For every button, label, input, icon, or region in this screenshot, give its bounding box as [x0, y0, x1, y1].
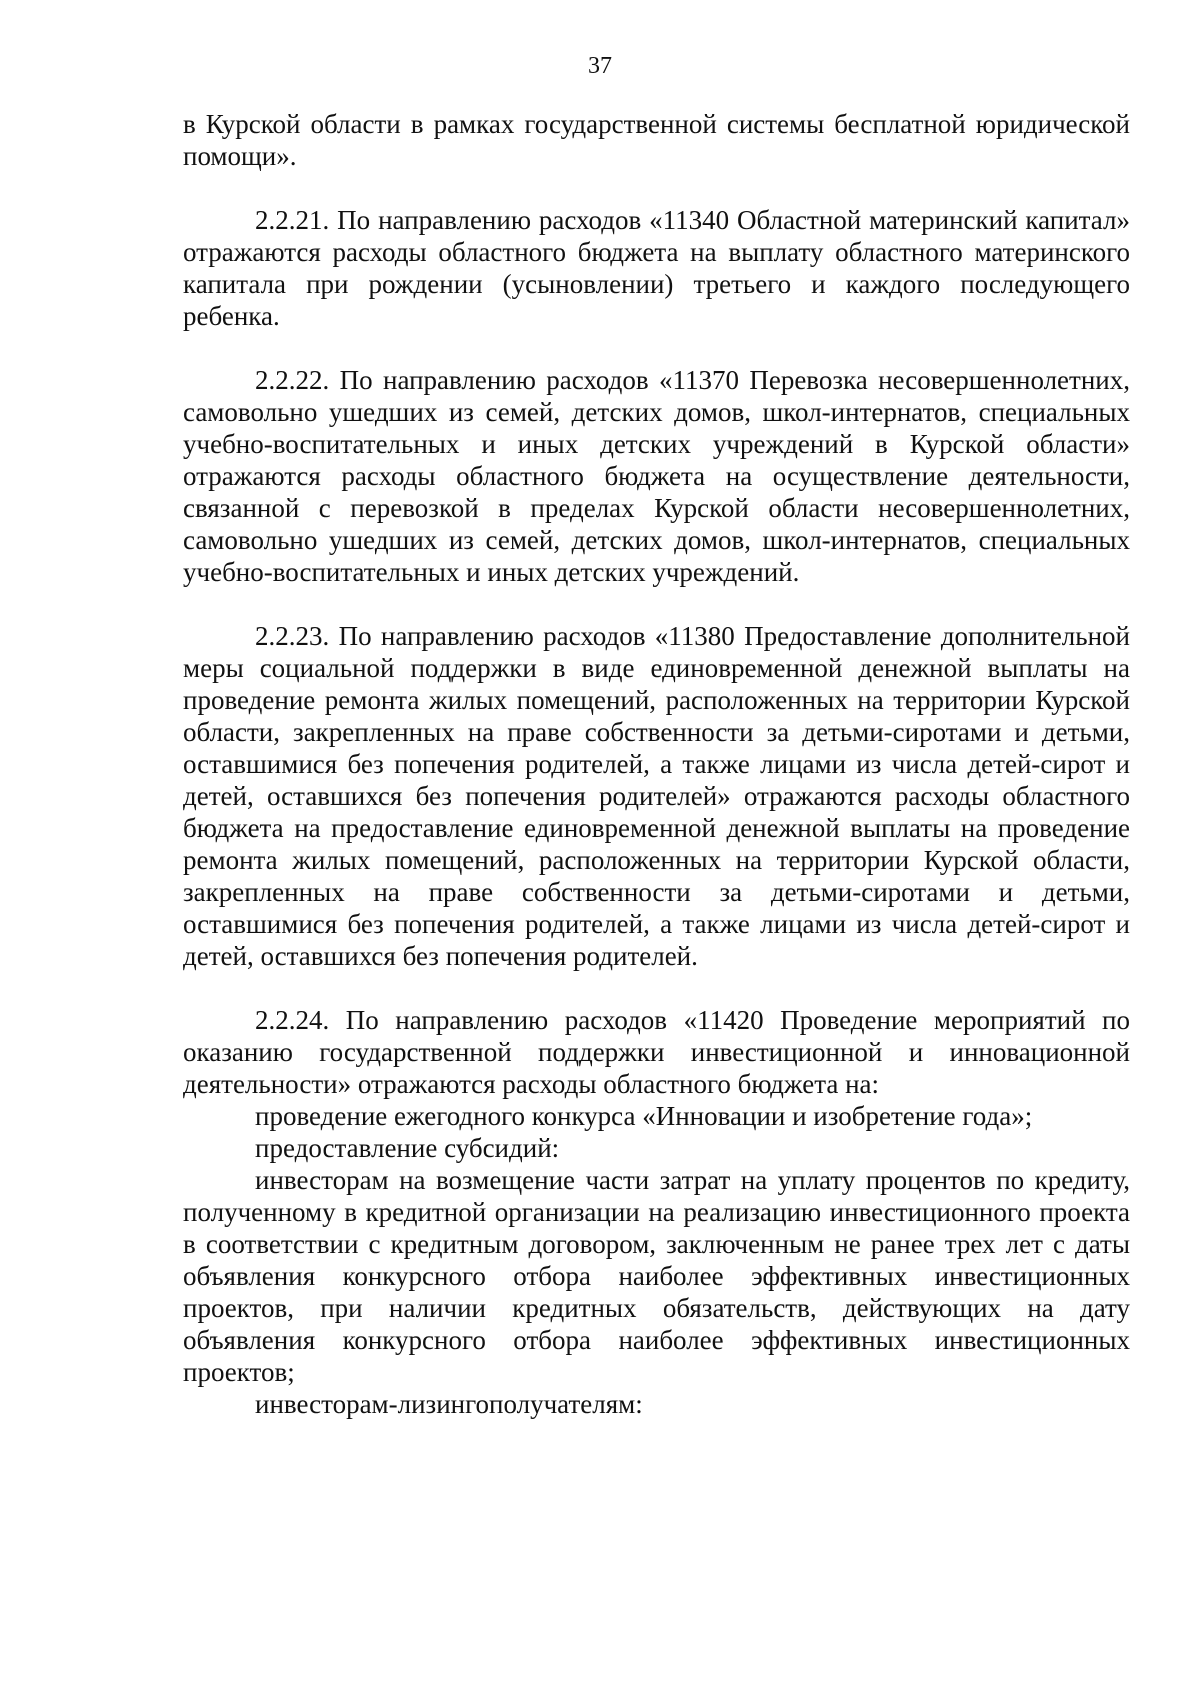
list-item-investors: инвесторам на возмещение части затрат на уплату процентов по кредиту, полученному в кредитной организации на реализацию инвестиционного проекта в соответствии с кредитным договором, заключенным не ранее трех лет с даты объявления конкурсного отбора наиболее эффективных инвестиционных проектов, при наличии кредитных обязательств, действующих на дату объявления конкурсного отбора наиболее эффективных инвестиционных проектов; — [183, 1165, 1130, 1387]
paragraph-continuation: в Курской области в рамках государственной системы бесплатной юридической помощи». — [183, 109, 1130, 171]
paragraph-2-2-22: 2.2.22. По направлению расходов «11370 Перевозка несовершеннолетних, самовольно ушедших из семей, детских домов, школ-интернатов, специальных учебно-воспитательных и иных детских учреждений в Курской области» отражаются расходы областного бюджета на осуществление деятельности, связанной с перевозкой в пределах Курской области несовершеннолетних, самовольно ушедших из семей, детских домов, школ-интернатов, специальных учебно-воспитательных и иных детских учреждений. — [183, 365, 1130, 587]
list-item-contest: проведение ежегодного конкурса «Инновации и изобретение года»; — [255, 1101, 1033, 1131]
paragraph-2-2-21: 2.2.21. По направлению расходов «11340 Областной материнский капитал» отражаются расходы областного бюджета на выплату областного материнского капитала при рождении (усыновлении) третьего и каждого последующего ребенка. — [183, 205, 1130, 331]
page-number: 37 — [588, 53, 612, 79]
document-body — [183, 108, 1130, 1420]
paragraph-2-2-23: 2.2.23. По направлению расходов «11380 Предоставление дополнительной меры социальной поддержки в виде единовременной денежной выплаты на проведение ремонта жилых помещений, расположенных на территории Курской области, закрепленных на праве собственности за детьми-сиротами и детьми, оставшимися без попечения родителей, а также лицами из числа детей-сирот и детей, оставшихся без попечения родителей» отражаются расходы областного бюджета на предоставление единовременной денежной выплаты на проведение ремонта жилых помещений, расположенных на территории Курской области, закрепленных на праве собственности за детьми-сиротами и детьми, оставшимися без попечения родителей, а также лицами из числа детей-сирот и детей, оставшихся без попечения родителей. — [183, 621, 1130, 971]
paragraph-2-2-24: 2.2.24. По направлению расходов «11420 Проведение мероприятий по оказанию государственной поддержки инвестиционной и инновационной деятельности» отражаются расходы областного бюджета на: — [183, 1005, 1130, 1099]
list-item-lessees: инвесторам-лизингополучателям: — [255, 1389, 643, 1419]
list-item-subsidies: предоставление субсидий: — [255, 1133, 560, 1163]
